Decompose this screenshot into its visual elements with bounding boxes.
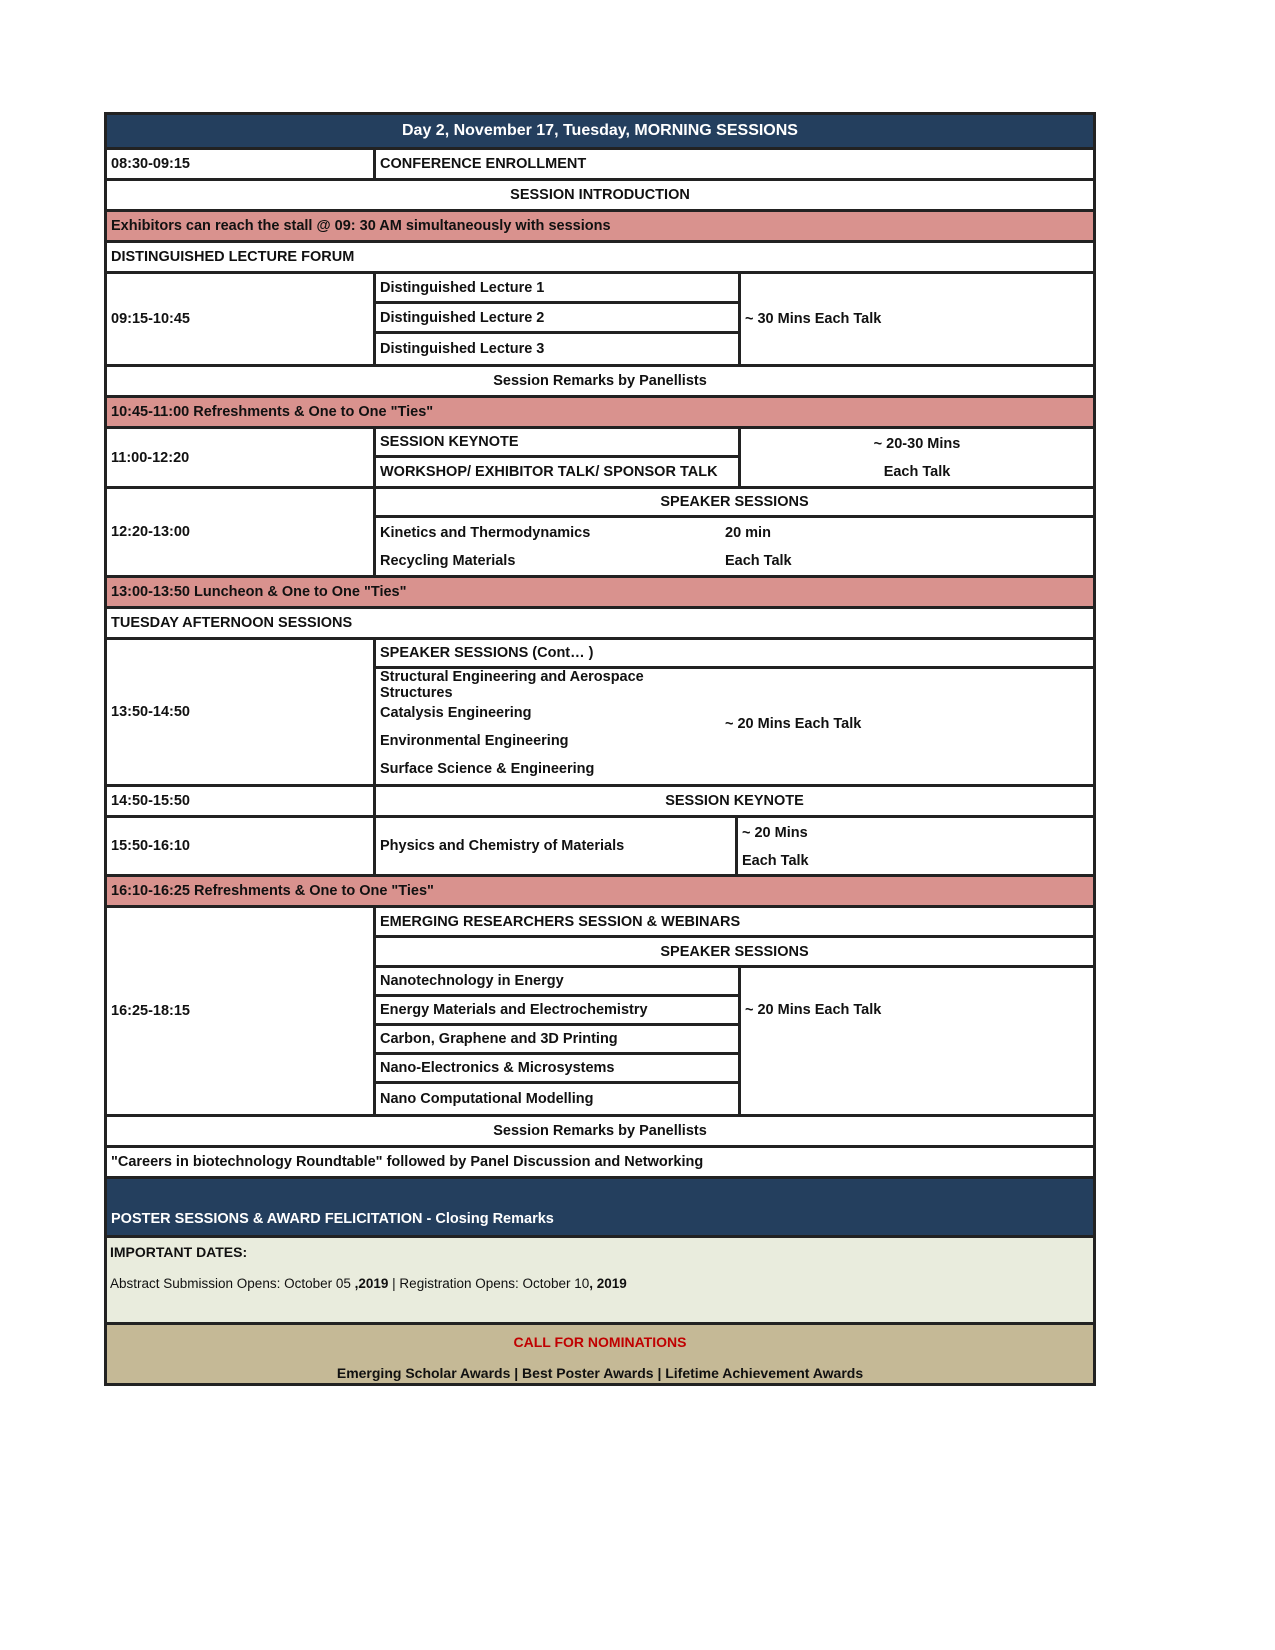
speaker-note-1: 20 min — [725, 524, 771, 541]
physics-duration — [738, 818, 1093, 874]
emerging-item: Nano Computational Modelling — [380, 1091, 594, 1107]
physics-note-1: ~ 20 Mins — [742, 824, 808, 841]
poster-row — [107, 1179, 1093, 1238]
abstract-year: ,2019 — [354, 1276, 389, 1291]
schedule-document — [104, 112, 1096, 1386]
emerging-item: Nanotechnology in Energy — [376, 968, 738, 997]
schedule-table — [104, 112, 1096, 1386]
speaker2-list — [376, 668, 721, 783]
emerging-item: Energy Materials and Electrochemistry — [376, 997, 738, 1026]
remarks-2: Session Remarks by Panellists — [493, 1123, 707, 1139]
dlf-row — [107, 243, 1093, 274]
emerging-body — [376, 968, 1093, 1114]
speaker2-block — [376, 640, 1093, 784]
speaker-sessions-row — [107, 489, 1093, 578]
speaker2-item: Catalysis Engineering — [380, 704, 532, 721]
keynote-item: WORKSHOP/ EXHIBITOR TALK/ SPONSOR TALK — [380, 464, 718, 480]
careers-roundtable: "Careers in biotechnology Roundtable" followed by Panel Discussion and Networking — [111, 1154, 704, 1170]
keynote2-text: SESSION KEYNOTE — [665, 793, 804, 809]
speaker-line — [376, 547, 1093, 575]
registration-date: | Registration Opens: October 10 — [388, 1276, 590, 1291]
emerging-duration: ~ 20 Mins Each Talk — [745, 1002, 882, 1018]
speaker2-duration: ~ 20 Mins Each Talk — [725, 715, 862, 732]
keynote2-time: 14:50-15:50 — [107, 787, 376, 815]
keynote-item: SESSION KEYNOTE — [376, 429, 738, 458]
emerging-heading: EMERGING RESEARCHERS SESSION & WEBINARS — [376, 908, 1093, 938]
speaker-line — [376, 518, 1093, 547]
emerging-block — [376, 908, 1093, 1114]
keynote-duration — [741, 429, 1093, 486]
dl-item: Distinguished Lecture 2 — [376, 304, 738, 334]
keynote-row — [107, 429, 1093, 489]
remarks-row-1 — [107, 367, 1093, 398]
nominations — [107, 1325, 1093, 1386]
important-dates — [107, 1238, 1093, 1325]
dl-item: Distinguished Lecture 3 — [380, 341, 545, 357]
break-1: 10:45-11:00 Refreshments & One to One "Ties" — [111, 404, 434, 420]
remarks-row-2 — [107, 1117, 1093, 1148]
distinguished-lectures-row — [107, 274, 1093, 367]
dates-label: IMPORTANT DATES: — [110, 1244, 248, 1260]
emerging-sub: SPEAKER SESSIONS — [376, 938, 1093, 968]
nominations-awards: Emerging Scholar Awards | Best Poster Awards | Lifetime Achievement Awards — [336, 1365, 864, 1381]
speaker2-time: 13:50-14:50 — [107, 640, 376, 784]
dl-duration: ~ 30 Mins Each Talk — [745, 311, 882, 327]
careers-row — [107, 1148, 1093, 1179]
speaker2-heading: SPEAKER SESSIONS (Cont… ) — [376, 640, 1093, 669]
dlf-heading: DISTINGUISHED LECTURE FORUM — [111, 249, 355, 265]
speaker2-body — [376, 669, 1093, 784]
speaker2-item: Structural Engineering and Aerospace Structures — [380, 668, 644, 701]
speaker-heading: SPEAKER SESSIONS — [376, 489, 1093, 518]
break-row-2 — [107, 877, 1093, 908]
speaker-block — [376, 489, 1093, 575]
break-row-1 — [107, 398, 1093, 429]
speaker-sessions-cont-row — [107, 640, 1093, 787]
day-header-title: Day 2, November 17, Tuesday, MORNING SESSIONS — [402, 122, 798, 139]
day-header — [107, 115, 1093, 150]
abstract-date: Abstract Submission Opens: October 05 — [110, 1276, 355, 1291]
afternoon-row — [107, 609, 1093, 640]
session-intro-row — [107, 181, 1093, 212]
remarks-1: Session Remarks by Panellists — [493, 373, 707, 389]
emerging-list — [376, 968, 741, 1114]
emerging-row — [107, 908, 1093, 1117]
physics-time: 15:50-16:10 — [107, 818, 376, 874]
speaker-item: Recycling Materials — [380, 553, 516, 569]
keynote-time: 11:00-12:20 — [107, 429, 376, 486]
emerging-time: 16:25-18:15 — [107, 908, 376, 1114]
lunch-row — [107, 578, 1093, 609]
dl-list — [376, 274, 741, 364]
nominations-heading: CALL FOR NOMINATIONS — [513, 1334, 687, 1350]
lunch-break: 13:00-13:50 Luncheon & One to One "Ties" — [111, 584, 407, 600]
dl-time: 09:15-10:45 — [107, 274, 376, 364]
physics-text: Physics and Chemistry of Materials — [376, 818, 738, 874]
poster-sessions: POSTER SESSIONS & AWARD FELICITATION - Closing Remarks — [111, 1211, 554, 1227]
enrollment-time: 08:30-09:15 — [107, 150, 376, 178]
exhibitors-note: Exhibitors can reach the stall @ 09: 30 AM simultaneously with sessions — [111, 218, 611, 234]
break-2: 16:10-16:25 Refreshments & One to One "Ties" — [111, 883, 434, 899]
speaker2-item: Environmental Engineering — [380, 732, 569, 749]
registration-year: , 2019 — [589, 1276, 627, 1291]
speaker-item: Kinetics and Thermodynamics — [380, 524, 591, 541]
dates-text — [110, 1276, 1090, 1291]
keynote-note-2: Each Talk — [883, 464, 951, 480]
speaker-note-2: Each Talk — [725, 553, 792, 569]
keynote-list — [376, 429, 741, 486]
physics-row — [107, 818, 1093, 877]
physics-note-2: Each Talk — [742, 852, 809, 869]
session-intro: SESSION INTRODUCTION — [510, 187, 690, 203]
keynote2-row — [107, 787, 1093, 818]
exhibitors-row — [107, 212, 1093, 243]
dl-item: Distinguished Lecture 1 — [376, 274, 738, 304]
speaker2-item: Surface Science & Engineering — [380, 760, 595, 777]
emerging-item: Nano-Electronics & Microsystems — [376, 1055, 738, 1084]
enrollment-text: CONFERENCE ENROLLMENT — [380, 156, 587, 172]
keynote-note-1: ~ 20-30 Mins — [873, 435, 961, 452]
enrollment-row — [107, 150, 1093, 181]
speaker-time: 12:20-13:00 — [107, 489, 376, 575]
emerging-item: Carbon, Graphene and 3D Printing — [376, 1026, 738, 1055]
afternoon-heading: TUESDAY AFTERNOON SESSIONS — [111, 615, 353, 631]
